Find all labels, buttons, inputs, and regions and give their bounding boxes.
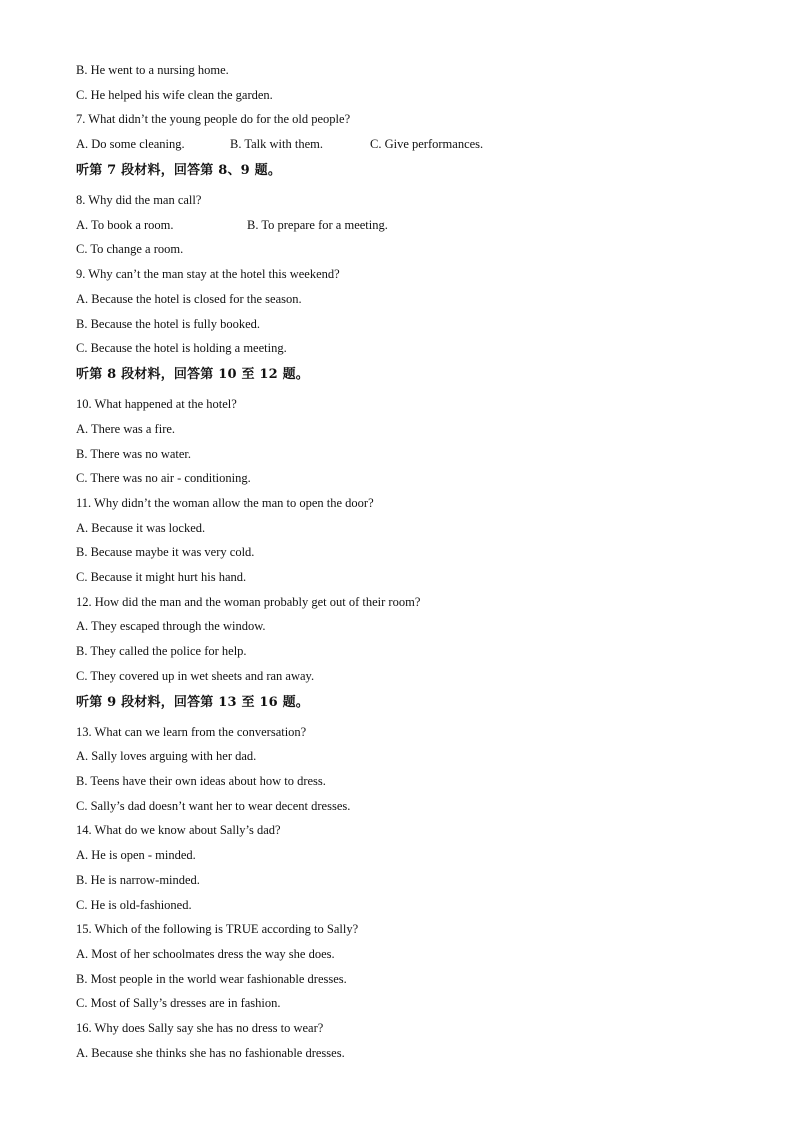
option-line: C. He helped his wife clean the garden. <box>76 88 273 102</box>
question-10: 10. What happened at the hotel? <box>76 397 237 411</box>
q13-option-c: C. Sally’s dad doesn’t want her to wear decent dresses. <box>76 799 351 813</box>
q12-option-c: C. They covered up in wet sheets and ran away. <box>76 669 315 683</box>
question-9: 9. Why can’t the man stay at the hotel this weekend? <box>76 267 340 281</box>
question-16: 16. Why does Sally say she has no dress to wear? <box>76 1021 324 1035</box>
q14-option-a: A. He is open - minded. <box>76 848 196 862</box>
q8-option-a: A. To book a room. <box>76 218 174 232</box>
q7-option-b: B. Talk with them. <box>230 137 323 151</box>
q15-option-c: C. Most of Sally’s dresses are in fashion. <box>76 996 281 1010</box>
question-15: 15. Which of the following is TRUE according to Sally? <box>76 922 359 936</box>
question-11: 11. Why didn’t the woman allow the man to open the door? <box>76 496 374 510</box>
section-heading-7: 听第 7 段材料，回答第 8、9 题。 <box>76 163 282 178</box>
q10-option-a: A. There was a fire. <box>76 422 176 436</box>
q14-option-b: B. He is narrow-minded. <box>76 873 200 887</box>
q10-option-b: B. There was no water. <box>76 447 192 461</box>
question-8: 8. Why did the man call? <box>76 193 202 207</box>
q13-option-b: B. Teens have their own ideas about how to dress. <box>76 774 326 788</box>
q8-option-b: B. To prepare for a meeting. <box>247 218 388 232</box>
q7-option-a: A. Do some cleaning. <box>76 137 185 151</box>
q10-option-c: C. There was no air - conditioning. <box>76 471 251 485</box>
q11-option-c: C. Because it might hurt his hand. <box>76 570 247 584</box>
q9-option-a: A. Because the hotel is closed for the season. <box>76 292 302 306</box>
q15-option-b: B. Most people in the world wear fashionable dresses. <box>76 972 347 986</box>
q7-option-c: C. Give performances. <box>370 137 484 151</box>
option-line: B. He went to a nursing home. <box>76 63 229 77</box>
q11-option-b: B. Because maybe it was very cold. <box>76 545 255 559</box>
question-13: 13. What can we learn from the conversation? <box>76 725 307 739</box>
question-12: 12. How did the man and the woman probably get out of their room? <box>76 595 421 609</box>
section-heading-9: 听第 9 段材料，回答第 13 至 16 题。 <box>76 695 309 710</box>
q13-option-a: A. Sally loves arguing with her dad. <box>76 749 257 763</box>
section-heading-8: 听第 8 段材料，回答第 10 至 12 题。 <box>76 367 309 382</box>
q9-option-b: B. Because the hotel is fully booked. <box>76 317 260 331</box>
question-7: 7. What didn’t the young people do for the old people? <box>76 112 351 126</box>
q12-option-b: B. They called the police for help. <box>76 644 247 658</box>
q9-option-c: C. Because the hotel is holding a meeting. <box>76 341 287 355</box>
q16-option-a: A. Because she thinks she has no fashionable dresses. <box>76 1046 345 1060</box>
q12-option-a: A. They escaped through the window. <box>76 619 266 633</box>
question-14: 14. What do we know about Sally’s dad? <box>76 823 281 837</box>
q11-option-a: A. Because it was locked. <box>76 521 206 535</box>
q14-option-c: C. He is old-fashioned. <box>76 898 192 912</box>
q8-option-c: C. To change a room. <box>76 242 184 256</box>
q15-option-a: A. Most of her schoolmates dress the way she does. <box>76 947 335 961</box>
